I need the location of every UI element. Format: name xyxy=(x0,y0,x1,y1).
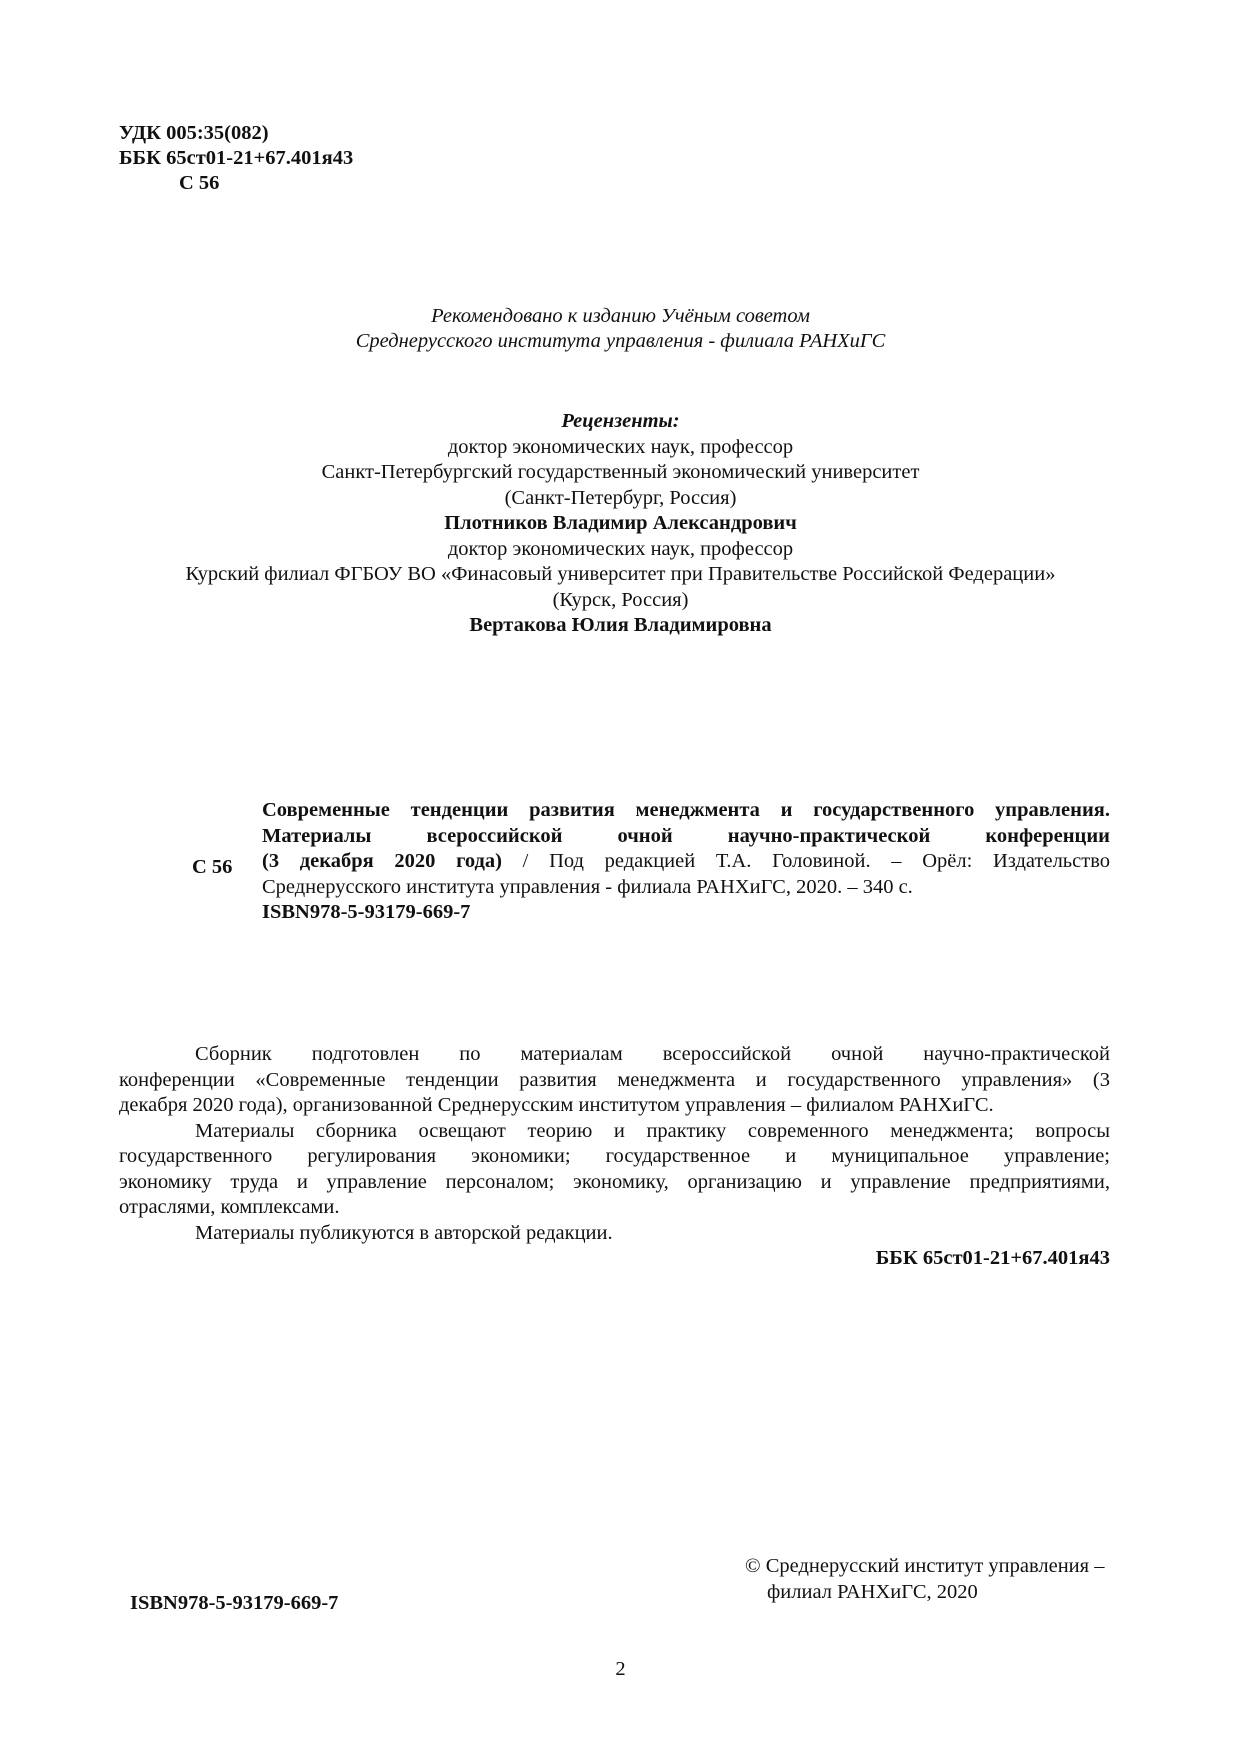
copyright-line-2: филиал РАНХиГС, 2020 xyxy=(767,1581,978,1603)
reviewer-2-place: (Курск, Россия) xyxy=(552,588,689,611)
recommendation-note xyxy=(0,304,1241,354)
classification-codes xyxy=(119,121,353,196)
footer-isbn: ISBN978-5-93179-669-7 xyxy=(130,1592,339,1614)
annotation-p2-line-2: государственного регулирования экономики; государственное и муниципальное управление; xyxy=(119,1145,1110,1167)
author-mark: С 56 xyxy=(179,172,220,194)
biblio-line-4: Среднерусского института управления - филиала РАНХиГС, 2020. – 340 с. xyxy=(262,875,913,898)
bibliographic-description xyxy=(262,798,1110,926)
reviewer-1-place: (Санкт-Петербург, Россия) xyxy=(504,486,737,509)
page-number: 2 xyxy=(615,1658,626,1680)
annotation-p2-line-4: отраслями, комплексами. xyxy=(119,1196,340,1218)
copyright xyxy=(745,1553,1104,1605)
annotation-p3: Материалы публикуются в авторской редакции. xyxy=(195,1221,613,1244)
reviewer-2-name: Вертакова Юлия Владимировна xyxy=(469,614,772,636)
biblio-line-3 xyxy=(262,849,1110,875)
annotation-p1-line-3: декабря 2020 года), организованной Среднерусским институтом управления – филиалом РАНХиГС. xyxy=(119,1094,994,1116)
reviewer-1-organization: Санкт-Петербургский государственный экономический университет xyxy=(321,461,920,483)
reviewer-2-organization: Курский филиал ФГБОУ ВО «Финасовый университет при Правительстве Российской Федерации» xyxy=(185,563,1056,585)
biblio-editor-publisher: / Под редакцией Т.А. Головиной. – Орёл: Издательство xyxy=(502,850,1110,872)
biblio-isbn: ISBN978-5-93179-669-7 xyxy=(262,901,471,923)
biblio-author-mark: С 56 xyxy=(192,856,233,878)
annotation-bbk: ББК 65ст01-21+67.401я43 xyxy=(875,1247,1110,1269)
biblio-title-line-1: Современные тенденции развития менеджмента и государственного управления. xyxy=(262,799,1110,821)
copyright-line-1: © Среднерусский институт управления – xyxy=(745,1555,1105,1577)
biblio-date: (3 декабря 2020 года) xyxy=(262,850,502,872)
reviewer-1-degree: доктор экономических наук, профессор xyxy=(447,435,794,458)
udk-code: УДК 005:35(082) xyxy=(119,122,269,144)
recommendation-line-1: Рекомендовано к изданию Учёным советом xyxy=(431,305,810,327)
reviewers-heading: Рецензенты: xyxy=(561,410,680,432)
annotation-p2-line-3: экономику труда и управление персоналом; экономику, организацию и управление предприятиями, xyxy=(119,1170,1110,1193)
annotation-p1-line-2: конференции «Современные тенденции развития менеджмента и государственного управления» (3 xyxy=(119,1068,1110,1091)
annotation xyxy=(119,1042,1110,1272)
bbk-code: ББК 65ст01-21+67.401я43 xyxy=(119,147,354,169)
annotation-p1-line-1: Сборник подготовлен по материалам всероссийской очной научно-практической xyxy=(195,1043,1110,1065)
annotation-p2-line-1: Материалы сборника освещают теорию и практику современного менеджмента; вопросы xyxy=(195,1119,1110,1142)
reviewer-2-degree: доктор экономических наук, профессор xyxy=(447,537,794,560)
reviewer-1-name: Плотников Владимир Александрович xyxy=(444,512,797,534)
reviewers-block xyxy=(0,409,1241,639)
recommendation-line-2: Среднерусского института управления - филиала РАНХиГС xyxy=(355,330,886,352)
biblio-title-line-2: Материалы всероссийской очной научно-практической конференции xyxy=(262,824,1110,847)
